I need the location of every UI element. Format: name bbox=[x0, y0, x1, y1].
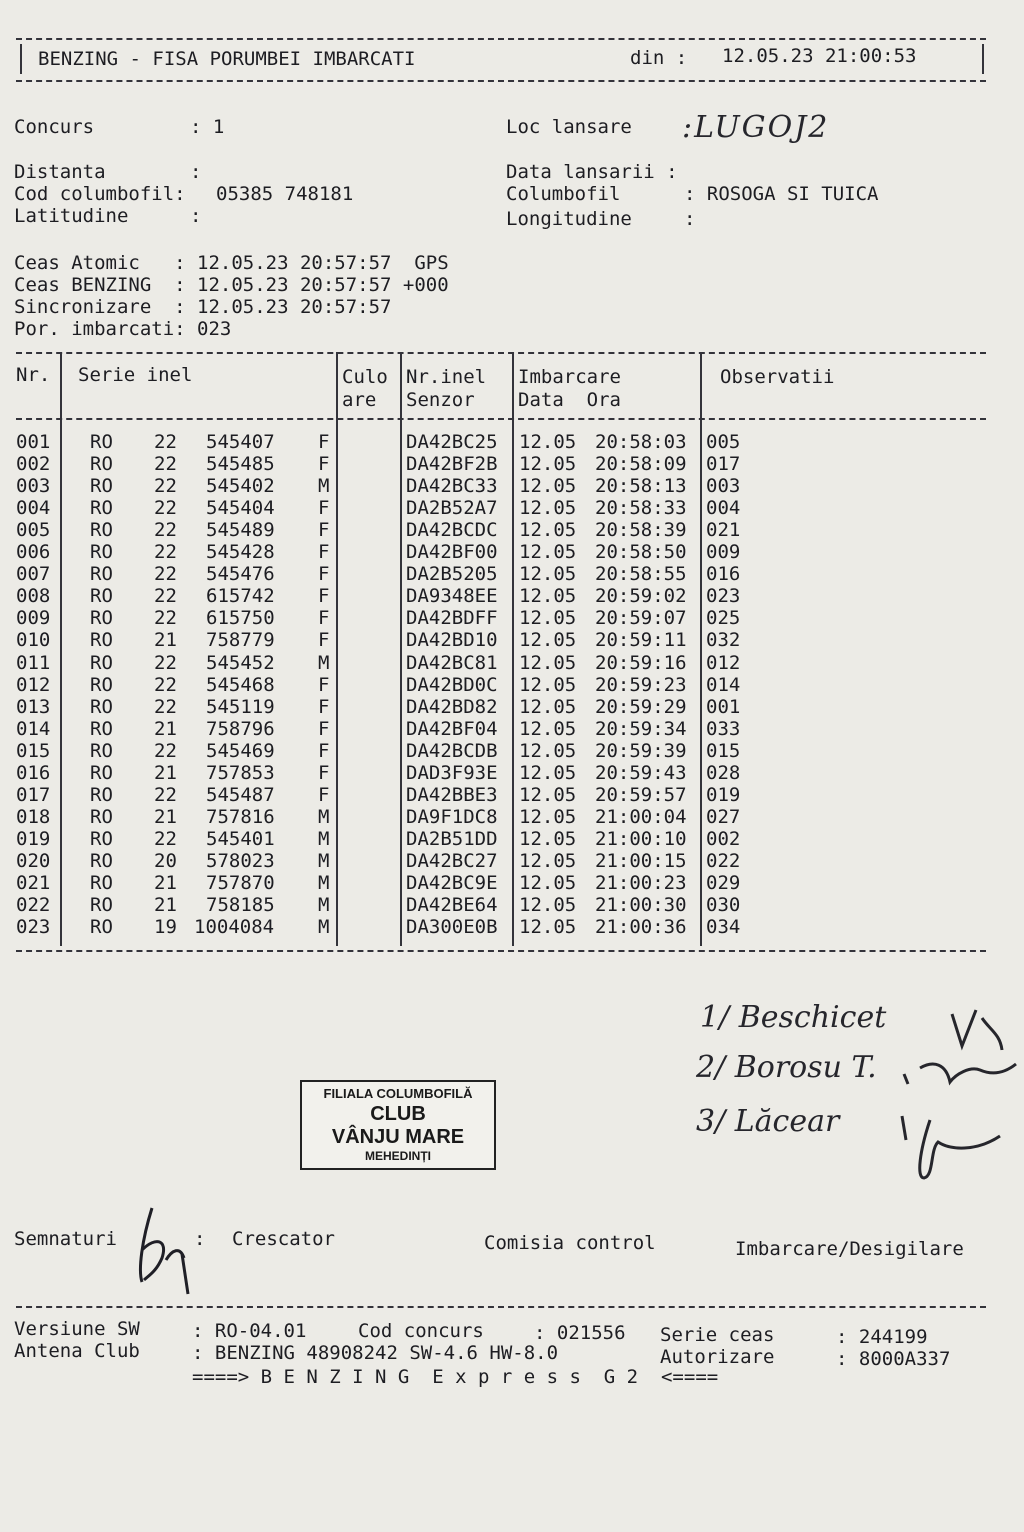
row-sex: M bbox=[318, 849, 330, 872]
row-senzor: DA42BBE3 bbox=[406, 783, 498, 806]
row-tara: RO bbox=[90, 563, 113, 586]
antena-club-value: : BENZING 48908242 SW-4.6 HW-8.0 bbox=[192, 1342, 559, 1364]
row-ora: 20:59:34 bbox=[595, 717, 687, 740]
col-header-senzor: Senzor bbox=[406, 389, 475, 411]
row-tara: RO bbox=[90, 872, 113, 894]
data-lansarii-label: Data lansarii : bbox=[506, 161, 678, 183]
table-row bbox=[0, 585, 1024, 607]
row-nr: 002 bbox=[16, 453, 51, 476]
row-inel: 757870 bbox=[206, 872, 275, 894]
row-tara: RO bbox=[90, 894, 113, 917]
row-an: 22 bbox=[154, 585, 177, 608]
row-senzor: DA42BF00 bbox=[406, 541, 498, 564]
row-tara: RO bbox=[90, 475, 113, 498]
row-an: 22 bbox=[154, 497, 177, 520]
row-observatii: 001 bbox=[706, 695, 741, 718]
row-senzor: DA42BD82 bbox=[406, 695, 498, 718]
row-nr: 005 bbox=[16, 519, 51, 542]
row-data: 12.05 bbox=[519, 739, 577, 762]
row-sex: F bbox=[318, 607, 330, 630]
table-row bbox=[0, 806, 1024, 828]
row-nr: 009 bbox=[16, 607, 51, 630]
row-tara: RO bbox=[90, 673, 113, 696]
col-header-culo: Culo bbox=[342, 366, 388, 388]
row-sex: M bbox=[318, 805, 330, 828]
row-an: 19 bbox=[154, 916, 177, 939]
row-data: 12.05 bbox=[519, 519, 577, 542]
ceas-atomic: Ceas Atomic : 12.05.23 20:57:57 GPS bbox=[14, 252, 449, 274]
row-senzor: DA42BD0C bbox=[406, 673, 498, 696]
table-row bbox=[0, 674, 1024, 696]
row-ora: 21:00:36 bbox=[595, 916, 687, 939]
row-nr: 016 bbox=[16, 761, 51, 784]
col-header-nrinel: Nr.inel bbox=[406, 366, 487, 388]
row-inel: 758185 bbox=[206, 894, 275, 917]
row-inel: 615750 bbox=[206, 607, 275, 630]
row-inel: 758779 bbox=[206, 629, 275, 652]
row-data: 12.05 bbox=[519, 453, 577, 476]
row-tara: RO bbox=[90, 827, 113, 850]
row-observatii: 030 bbox=[706, 894, 741, 917]
row-sex: F bbox=[318, 585, 330, 608]
row-observatii: 032 bbox=[706, 629, 741, 652]
row-sex: F bbox=[318, 431, 330, 453]
table-row bbox=[0, 652, 1024, 674]
porumbei-imbarcati: Por. imbarcati: 023 bbox=[14, 318, 232, 340]
row-data: 12.05 bbox=[519, 783, 577, 806]
row-sex: M bbox=[318, 475, 330, 498]
row-senzor: DA42BDFF bbox=[406, 607, 498, 630]
row-ora: 20:59:16 bbox=[595, 651, 687, 674]
table-row bbox=[0, 784, 1024, 806]
row-tara: RO bbox=[90, 651, 113, 674]
row-tara: RO bbox=[90, 607, 113, 630]
table-row bbox=[0, 607, 1024, 629]
row-ora: 21:00:30 bbox=[595, 894, 687, 917]
comisia-control-label: Comisia control bbox=[484, 1232, 656, 1254]
row-nr: 001 bbox=[16, 431, 51, 453]
serie-ceas-label: Serie ceas bbox=[660, 1324, 775, 1346]
row-an: 22 bbox=[154, 607, 177, 630]
row-senzor: DA9F1DC8 bbox=[406, 805, 498, 828]
row-data: 12.05 bbox=[519, 585, 577, 608]
row-senzor: DA42BF04 bbox=[406, 717, 498, 740]
row-data: 12.05 bbox=[519, 695, 577, 718]
row-data: 12.05 bbox=[519, 761, 577, 784]
table-row bbox=[0, 696, 1024, 718]
row-nr: 011 bbox=[16, 651, 51, 674]
row-inel: 545119 bbox=[206, 695, 275, 718]
row-ora: 20:59:23 bbox=[595, 673, 687, 696]
row-ora: 20:59:57 bbox=[595, 783, 687, 806]
row-senzor: DA42BF2B bbox=[406, 453, 498, 476]
row-observatii: 005 bbox=[706, 431, 741, 453]
row-nr: 010 bbox=[16, 629, 51, 652]
row-nr: 004 bbox=[16, 497, 51, 520]
row-inel: 757853 bbox=[206, 761, 275, 784]
row-sex: F bbox=[318, 673, 330, 696]
row-nr: 014 bbox=[16, 717, 51, 740]
row-ora: 21:00:10 bbox=[595, 827, 687, 850]
table-row bbox=[0, 629, 1024, 651]
row-nr: 019 bbox=[16, 827, 51, 850]
row-an: 21 bbox=[154, 805, 177, 828]
row-data: 12.05 bbox=[519, 805, 577, 828]
din-label: din : bbox=[630, 47, 688, 69]
ceas-benzing: Ceas BENZING : 12.05.23 20:57:57 +000 bbox=[14, 274, 449, 296]
longitudine-label: Longitudine bbox=[506, 208, 632, 230]
row-tara: RO bbox=[90, 739, 113, 762]
row-data: 12.05 bbox=[519, 894, 577, 917]
columbofil-value: : ROSOGA SI TUICA bbox=[684, 183, 879, 205]
col-header-imbarcare: Imbarcare bbox=[518, 366, 621, 388]
row-data: 12.05 bbox=[519, 431, 577, 453]
distanta-label: Distanta bbox=[14, 161, 106, 183]
row-inel: 545404 bbox=[206, 497, 275, 520]
row-senzor: DAD3F93E bbox=[406, 761, 498, 784]
header-bottom-rule bbox=[16, 80, 986, 82]
semnaturi-label: Semnaturi bbox=[14, 1228, 117, 1250]
row-sex: F bbox=[318, 717, 330, 740]
row-sex: F bbox=[318, 541, 330, 564]
row-an: 22 bbox=[154, 519, 177, 542]
row-observatii: 025 bbox=[706, 607, 741, 630]
row-tara: RO bbox=[90, 783, 113, 806]
concurs-value: : 1 bbox=[190, 116, 225, 138]
stamp-line-1: FILIALA COLUMBOFILĂ bbox=[323, 1086, 473, 1101]
row-nr: 021 bbox=[16, 872, 51, 894]
row-tara: RO bbox=[90, 541, 113, 564]
row-data: 12.05 bbox=[519, 607, 577, 630]
header-right-edge bbox=[982, 44, 984, 74]
row-observatii: 003 bbox=[706, 475, 741, 498]
row-observatii: 016 bbox=[706, 563, 741, 586]
row-nr: 013 bbox=[16, 695, 51, 718]
row-data: 12.05 bbox=[519, 629, 577, 652]
row-an: 21 bbox=[154, 872, 177, 894]
row-an: 22 bbox=[154, 651, 177, 674]
row-senzor: DA2B52A7 bbox=[406, 497, 498, 520]
row-observatii: 004 bbox=[706, 497, 741, 520]
table-row bbox=[0, 497, 1024, 519]
row-observatii: 019 bbox=[706, 783, 741, 806]
row-data: 12.05 bbox=[519, 872, 577, 894]
table-row bbox=[0, 762, 1024, 784]
col-header-data-ora: Data Ora bbox=[518, 389, 621, 411]
row-data: 12.05 bbox=[519, 651, 577, 674]
row-ora: 20:59:39 bbox=[595, 739, 687, 762]
row-observatii: 029 bbox=[706, 872, 741, 894]
table-row bbox=[0, 740, 1024, 762]
row-ora: 20:58:50 bbox=[595, 541, 687, 564]
cod-columbofil-label: Cod columbofil: bbox=[14, 183, 186, 205]
distanta-value: : bbox=[190, 161, 202, 183]
semnaturi-colon: : bbox=[194, 1228, 206, 1250]
row-an: 22 bbox=[154, 541, 177, 564]
col-header-observatii: Observatii bbox=[720, 366, 835, 388]
row-data: 12.05 bbox=[519, 497, 577, 520]
row-observatii: 028 bbox=[706, 761, 741, 784]
row-senzor: DA9348EE bbox=[406, 585, 498, 608]
versiune-sw-label: Versiune SW bbox=[14, 1318, 140, 1340]
row-sex: M bbox=[318, 916, 330, 939]
row-ora: 20:59:07 bbox=[595, 607, 687, 630]
row-tara: RO bbox=[90, 916, 113, 939]
row-inel: 758796 bbox=[206, 717, 275, 740]
row-inel: 545407 bbox=[206, 431, 275, 453]
row-data: 12.05 bbox=[519, 541, 577, 564]
row-observatii: 002 bbox=[706, 827, 741, 850]
row-observatii: 014 bbox=[706, 673, 741, 696]
row-ora: 20:58:33 bbox=[595, 497, 687, 520]
row-inel: 545476 bbox=[206, 563, 275, 586]
row-sex: F bbox=[318, 739, 330, 762]
latitudine-value: : bbox=[190, 205, 202, 227]
row-inel: 545485 bbox=[206, 453, 275, 476]
stamp-line-2: CLUB bbox=[370, 1103, 426, 1125]
row-sex: M bbox=[318, 827, 330, 850]
row-inel: 578023 bbox=[206, 849, 275, 872]
row-inel: 615742 bbox=[206, 585, 275, 608]
row-senzor: DA42BC9E bbox=[406, 872, 498, 894]
col-header-nr: Nr. bbox=[16, 364, 51, 386]
row-senzor: DA42BE64 bbox=[406, 894, 498, 917]
row-inel: 545489 bbox=[206, 519, 275, 542]
row-data: 12.05 bbox=[519, 673, 577, 696]
row-data: 12.05 bbox=[519, 717, 577, 740]
row-ora: 20:58:55 bbox=[595, 563, 687, 586]
row-an: 21 bbox=[154, 629, 177, 652]
table-row bbox=[0, 916, 1024, 938]
row-nr: 017 bbox=[16, 783, 51, 806]
din-value: 12.05.23 21:00:53 bbox=[722, 45, 917, 67]
row-data: 12.05 bbox=[519, 563, 577, 586]
row-ora: 21:00:23 bbox=[595, 872, 687, 894]
row-sex: F bbox=[318, 783, 330, 806]
row-data: 12.05 bbox=[519, 849, 577, 872]
row-ora: 20:58:13 bbox=[595, 475, 687, 498]
row-an: 22 bbox=[154, 783, 177, 806]
row-sex: F bbox=[318, 563, 330, 586]
row-inel: 545487 bbox=[206, 783, 275, 806]
handwritten-note-2: 2/ Borosu T. bbox=[696, 1050, 877, 1085]
table-row bbox=[0, 872, 1024, 894]
row-inel: 545401 bbox=[206, 827, 275, 850]
row-tara: RO bbox=[90, 717, 113, 740]
versiune-sw-value: : RO-04.01 bbox=[192, 1320, 307, 1342]
row-sex: M bbox=[318, 651, 330, 674]
row-nr: 003 bbox=[16, 475, 51, 498]
stamp-line-3: VÂNJU MARE bbox=[331, 1126, 465, 1148]
row-senzor: DA42BCDB bbox=[406, 739, 498, 762]
row-senzor: DA42BC25 bbox=[406, 431, 498, 453]
row-an: 21 bbox=[154, 761, 177, 784]
row-nr: 007 bbox=[16, 563, 51, 586]
row-inel: 545452 bbox=[206, 651, 275, 674]
row-data: 12.05 bbox=[519, 475, 577, 498]
row-an: 22 bbox=[154, 475, 177, 498]
serie-ceas-value: : 244199 bbox=[836, 1326, 928, 1348]
table-header-rule bbox=[16, 418, 986, 420]
row-tara: RO bbox=[90, 849, 113, 872]
loc-lansare-handwritten: :LUGOJ2 bbox=[682, 110, 830, 145]
row-sex: F bbox=[318, 695, 330, 718]
antena-club-label: Antena Club bbox=[14, 1340, 140, 1362]
row-sex: M bbox=[318, 894, 330, 917]
row-observatii: 009 bbox=[706, 541, 741, 564]
row-inel: 545402 bbox=[206, 475, 275, 498]
row-tara: RO bbox=[90, 695, 113, 718]
loc-lansare-label: Loc lansare bbox=[506, 116, 632, 138]
footer-rule bbox=[16, 1306, 986, 1308]
row-senzor: DA42BC27 bbox=[406, 849, 498, 872]
row-sex: F bbox=[318, 761, 330, 784]
row-ora: 20:58:39 bbox=[595, 519, 687, 542]
row-senzor: DA300E0B bbox=[406, 916, 498, 939]
row-observatii: 012 bbox=[706, 651, 741, 674]
row-tara: RO bbox=[90, 497, 113, 520]
row-an: 22 bbox=[154, 673, 177, 696]
row-senzor: DA42BC33 bbox=[406, 475, 498, 498]
row-ora: 20:58:09 bbox=[595, 453, 687, 476]
row-an: 20 bbox=[154, 849, 177, 872]
handwritten-signatures-drawing bbox=[890, 1000, 1020, 1190]
row-tara: RO bbox=[90, 585, 113, 608]
latitudine-label: Latitudine bbox=[14, 205, 129, 227]
row-senzor: DA2B51DD bbox=[406, 827, 498, 850]
row-senzor: DA42BCDC bbox=[406, 519, 498, 542]
row-observatii: 017 bbox=[706, 453, 741, 476]
row-ora: 20:58:03 bbox=[595, 431, 687, 453]
row-ora: 21:00:04 bbox=[595, 805, 687, 828]
row-sex: F bbox=[318, 519, 330, 542]
row-ora: 21:00:15 bbox=[595, 849, 687, 872]
row-an: 22 bbox=[154, 827, 177, 850]
crescator-label: Crescator bbox=[232, 1228, 335, 1250]
row-observatii: 027 bbox=[706, 805, 741, 828]
row-sex: F bbox=[318, 453, 330, 476]
signature-scribble bbox=[132, 1200, 196, 1300]
sincronizare: Sincronizare : 12.05.23 20:57:57 bbox=[14, 296, 392, 318]
imbarcare-desigilare-label: Imbarcare/Desigilare bbox=[735, 1238, 964, 1260]
autorizare-label: Autorizare bbox=[660, 1346, 775, 1368]
row-inel: 757816 bbox=[206, 805, 275, 828]
row-tara: RO bbox=[90, 453, 113, 476]
row-an: 22 bbox=[154, 739, 177, 762]
table-top-rule bbox=[16, 352, 986, 354]
row-senzor: DA42BC81 bbox=[406, 651, 498, 674]
table-row bbox=[0, 431, 1024, 453]
stamp-line-4: MEHEDINȚI bbox=[365, 1149, 431, 1163]
club-stamp bbox=[300, 1080, 496, 1170]
handwritten-note-1: 1/ Beschicet bbox=[700, 1000, 887, 1035]
table-bottom-rule bbox=[16, 950, 986, 952]
row-an: 21 bbox=[154, 894, 177, 917]
row-tara: RO bbox=[90, 629, 113, 652]
row-observatii: 015 bbox=[706, 739, 741, 762]
row-senzor: DA2B5205 bbox=[406, 563, 498, 586]
table-row bbox=[0, 894, 1024, 916]
row-data: 12.05 bbox=[519, 916, 577, 939]
row-ora: 20:59:43 bbox=[595, 761, 687, 784]
row-inel: 545469 bbox=[206, 739, 275, 762]
benzing-express-banner: ====> B E N Z I N G E x p r e s s G 2 <==== bbox=[192, 1366, 719, 1388]
row-nr: 015 bbox=[16, 739, 51, 762]
row-data: 12.05 bbox=[519, 827, 577, 850]
table-row bbox=[0, 850, 1024, 872]
autorizare-value: : 8000A337 bbox=[836, 1348, 951, 1370]
row-tara: RO bbox=[90, 431, 113, 453]
table-row bbox=[0, 475, 1024, 497]
row-inel: 545468 bbox=[206, 673, 275, 696]
cod-concurs-value: : 021556 bbox=[534, 1322, 626, 1344]
row-nr: 020 bbox=[16, 849, 51, 872]
row-observatii: 034 bbox=[706, 916, 741, 939]
row-an: 22 bbox=[154, 453, 177, 476]
table-row bbox=[0, 718, 1024, 740]
longitudine-value: : bbox=[684, 208, 696, 230]
row-nr: 012 bbox=[16, 673, 51, 696]
row-nr: 023 bbox=[16, 916, 51, 939]
row-ora: 20:59:11 bbox=[595, 629, 687, 652]
col-header-are: are bbox=[342, 389, 377, 411]
table-row bbox=[0, 453, 1024, 475]
col-header-serie: Serie inel bbox=[78, 364, 193, 386]
row-senzor: DA42BD10 bbox=[406, 629, 498, 652]
row-nr: 022 bbox=[16, 894, 51, 917]
table-row bbox=[0, 541, 1024, 563]
row-sex: F bbox=[318, 629, 330, 652]
row-an: 22 bbox=[154, 431, 177, 453]
row-nr: 008 bbox=[16, 585, 51, 608]
row-ora: 20:59:29 bbox=[595, 695, 687, 718]
row-sex: F bbox=[318, 497, 330, 520]
cod-concurs-label: Cod concurs bbox=[358, 1320, 484, 1342]
columbofil-label: Columbofil bbox=[506, 183, 621, 205]
row-observatii: 033 bbox=[706, 717, 741, 740]
row-an: 22 bbox=[154, 563, 177, 586]
table-row bbox=[0, 828, 1024, 850]
row-tara: RO bbox=[90, 519, 113, 542]
document-title: BENZING - FISA PORUMBEI IMBARCATI bbox=[38, 48, 416, 70]
concurs-label: Concurs bbox=[14, 116, 95, 138]
row-tara: RO bbox=[90, 805, 113, 828]
row-observatii: 022 bbox=[706, 849, 741, 872]
table-row bbox=[0, 563, 1024, 585]
row-inel: 545428 bbox=[206, 541, 275, 564]
cod-columbofil-value: 05385 748181 bbox=[216, 183, 354, 205]
handwritten-note-3: 3/ Lăcear bbox=[696, 1104, 840, 1139]
table-row bbox=[0, 519, 1024, 541]
row-tara: RO bbox=[90, 761, 113, 784]
row-observatii: 021 bbox=[706, 519, 741, 542]
row-inel: 1004084 bbox=[194, 916, 275, 939]
row-nr: 006 bbox=[16, 541, 51, 564]
header-left-edge bbox=[20, 44, 22, 74]
row-an: 22 bbox=[154, 695, 177, 718]
header-top-rule bbox=[16, 38, 986, 40]
row-nr: 018 bbox=[16, 805, 51, 828]
row-ora: 20:59:02 bbox=[595, 585, 687, 608]
row-an: 21 bbox=[154, 717, 177, 740]
row-observatii: 023 bbox=[706, 585, 741, 608]
row-sex: M bbox=[318, 872, 330, 894]
